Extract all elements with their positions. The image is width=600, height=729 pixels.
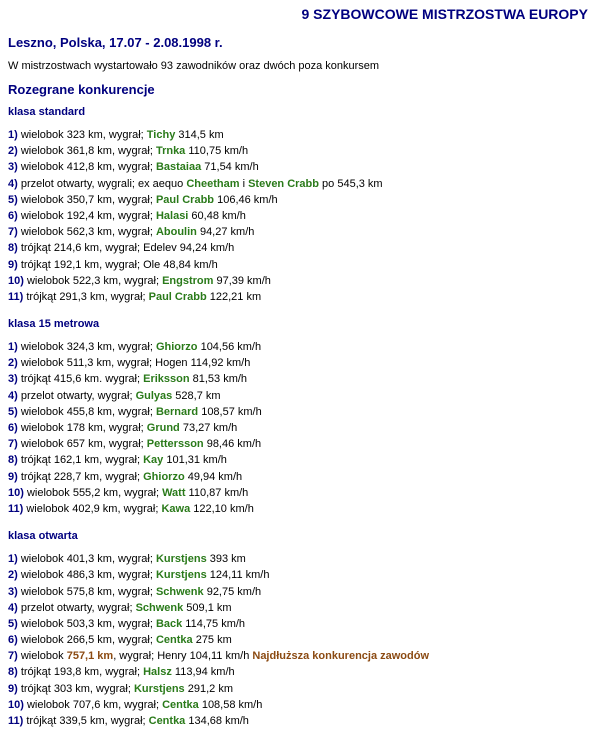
page-title: 9 SZYBOWCOWE MISTRZOSTWA EUROPY bbox=[301, 6, 588, 22]
winner-name: Kay bbox=[143, 454, 164, 467]
winner-name: Steven Crabb bbox=[248, 177, 319, 190]
competition-result: 134,68 km/h bbox=[185, 715, 249, 727]
competition-item bbox=[8, 339, 594, 355]
competition-text: wielobok 402,9 km, wygrał; bbox=[23, 502, 162, 515]
competition-text: trójkąt 193,8 km, wygrał; bbox=[17, 666, 144, 679]
competition-item bbox=[8, 208, 594, 224]
competition-item bbox=[8, 371, 594, 387]
winner-name: Paul Crabb bbox=[148, 290, 207, 303]
competition-item bbox=[8, 240, 594, 256]
competition-number: 8) bbox=[8, 454, 18, 467]
competition-number: 3) bbox=[8, 585, 18, 598]
competition-number: 10) bbox=[8, 486, 24, 499]
competition-number: 1) bbox=[8, 341, 18, 354]
highlight-distance: 757,1 km bbox=[66, 650, 114, 663]
winner-name: Schwenk bbox=[135, 601, 184, 614]
competition-result: 92,75 km/h bbox=[203, 585, 262, 598]
competition-number: 4) bbox=[8, 177, 18, 190]
competition-item bbox=[8, 664, 594, 680]
competition-number: 7) bbox=[8, 650, 18, 663]
competition-result: 98,46 km/h bbox=[203, 438, 262, 451]
competition-text: wielobok 522,3 km, wygrał; bbox=[23, 274, 163, 287]
competition-number: 9) bbox=[8, 470, 18, 483]
competition-number: 4) bbox=[8, 601, 18, 614]
competition-item bbox=[8, 289, 594, 305]
winner-name: Centka bbox=[148, 715, 186, 727]
competition-text: wielobok 412,8 km, wygrał; bbox=[17, 161, 156, 174]
competition-number: 11) bbox=[8, 502, 24, 515]
competition-number: 11) bbox=[8, 290, 24, 303]
competition-number: 1) bbox=[8, 129, 18, 141]
winner-name: Kurstjens bbox=[155, 569, 207, 582]
winner-name: Back bbox=[155, 617, 183, 630]
competition-text: trójkąt 415,6 km. wygrał; bbox=[17, 373, 144, 386]
winner-name: Pettersson bbox=[146, 438, 204, 451]
competition-number: 2) bbox=[8, 145, 18, 158]
competition-text: wielobok 455,8 km, wygrał; bbox=[17, 405, 156, 418]
competition-text: wielobok 401,3 km, wygrał; bbox=[17, 553, 156, 566]
competition-list bbox=[8, 339, 594, 517]
competition-result: 49,94 km/h bbox=[184, 470, 243, 483]
competition-item bbox=[8, 224, 594, 240]
competition-number: 8) bbox=[8, 666, 18, 679]
competition-item bbox=[8, 143, 594, 159]
competition-number: 3) bbox=[8, 373, 18, 386]
competition-text: wielobok 657 km, wygrał; bbox=[17, 438, 147, 451]
competition-text: trójkąt 214,6 km, wygrał; Edelev 94,24 km/h bbox=[17, 242, 235, 255]
competition-number: 10) bbox=[8, 274, 24, 287]
competition-text: trójkąt 291,3 km, wygrał; bbox=[23, 290, 149, 303]
competition-number: 11) bbox=[8, 715, 24, 727]
winner-name: Grund bbox=[146, 422, 180, 434]
competition-number: 2) bbox=[8, 357, 18, 370]
winner-name: Eriksson bbox=[143, 373, 190, 386]
competition-text: wielobok 555,2 km, wygrał; bbox=[23, 486, 163, 499]
winner-name: Centka bbox=[162, 698, 199, 711]
competition-item bbox=[8, 388, 594, 404]
competition-item bbox=[8, 452, 594, 468]
competition-result: 114,75 km/h bbox=[182, 617, 246, 630]
winner-name: Kawa bbox=[161, 502, 191, 515]
winner-name: Centka bbox=[155, 634, 193, 647]
competition-text: trójkąt 162,1 km, wygrał; bbox=[17, 454, 144, 467]
competition-number: 5) bbox=[8, 193, 18, 206]
class-title: klasa standard bbox=[8, 106, 86, 118]
competition-item bbox=[8, 404, 594, 420]
competition-number: 9) bbox=[8, 258, 18, 271]
competition-result: 108,57 km/h bbox=[198, 405, 262, 418]
competition-result: 101,31 km/h bbox=[163, 454, 227, 467]
competition-number: 7) bbox=[8, 438, 18, 451]
classes-container bbox=[8, 103, 594, 729]
competition-result: 509,1 km bbox=[183, 601, 232, 614]
competition-item bbox=[8, 600, 594, 616]
competition-item bbox=[8, 420, 594, 436]
intro-text: W mistrzostwach wystartowało 93 zawodników oraz dwóch poza konkursem bbox=[8, 60, 380, 72]
competition-item bbox=[8, 713, 594, 729]
competition-text: wielobok 324,3 km, wygrał; bbox=[17, 341, 156, 354]
competition-number: 6) bbox=[8, 634, 18, 647]
winner-name: Gulyas bbox=[135, 389, 173, 402]
competition-list bbox=[8, 551, 594, 729]
competition-result: po 545,3 km bbox=[319, 177, 383, 190]
competition-number: 8) bbox=[8, 242, 18, 255]
competition-item bbox=[8, 485, 594, 501]
class-title: klasa 15 metrowa bbox=[8, 318, 100, 331]
winner-name: Kurstjens bbox=[133, 682, 185, 695]
winner-name: Ghiorzo bbox=[143, 470, 185, 483]
competition-item bbox=[8, 436, 594, 452]
winner-name: Schwenk bbox=[155, 585, 204, 598]
competition-result: 314,5 km bbox=[175, 129, 224, 141]
winner-name: Aboulin bbox=[155, 226, 197, 239]
competition-text: wielobok 503,3 km, wygrał; bbox=[17, 617, 156, 630]
competition-text: wielobok 575,8 km, wygrał; bbox=[17, 585, 156, 598]
section-title: Rozegrane konkurencje bbox=[8, 82, 155, 97]
competition-result: 122,21 km bbox=[206, 290, 262, 303]
competition-text: wielobok bbox=[17, 650, 67, 663]
competition-number: 5) bbox=[8, 617, 18, 630]
competition-result: 291,2 km bbox=[184, 682, 233, 695]
competition-item bbox=[8, 159, 594, 175]
winner-name: Halasi bbox=[155, 209, 189, 222]
competition-result: 393 km bbox=[206, 553, 246, 566]
competition-result: 94,27 km/h bbox=[196, 226, 255, 239]
winner-name: Ghiorzo bbox=[155, 341, 198, 354]
competition-result: 97,39 km/h bbox=[213, 274, 271, 287]
competition-item bbox=[8, 257, 594, 273]
competition-text: przelot otwarty, wygrał; bbox=[17, 389, 136, 402]
competition-result: 73,27 km/h bbox=[179, 422, 238, 434]
competition-result: 124,11 km/h bbox=[206, 569, 270, 582]
competition-result: 71,54 km/h bbox=[201, 161, 259, 174]
competition-text: przelot otwarty, wygrali; ex aequo bbox=[17, 177, 187, 190]
competition-text: trójkąt 339,5 km, wygrał; bbox=[23, 715, 149, 727]
competition-number: 6) bbox=[8, 422, 18, 434]
competition-text: wielobok 707,6 km, wygrał; bbox=[23, 698, 163, 711]
competition-number: 3) bbox=[8, 161, 18, 174]
winner-name: Trnka bbox=[155, 145, 186, 158]
competition-item bbox=[8, 501, 594, 517]
competition-item bbox=[8, 681, 594, 697]
competition-text: wielobok 511,3 km, wygrał; Hogen 114,92 km/h bbox=[17, 357, 251, 370]
competition-text: wielobok 361,8 km, wygrał; bbox=[17, 145, 156, 158]
competition-number: 10) bbox=[8, 698, 24, 711]
winner-name: Bastaiaa bbox=[155, 161, 202, 174]
competition-number: 2) bbox=[8, 569, 18, 582]
winner-name: Paul Crabb bbox=[155, 193, 215, 206]
competition-number: 5) bbox=[8, 405, 18, 418]
competition-item bbox=[8, 648, 594, 664]
competition-text: i bbox=[239, 177, 249, 190]
competition-item bbox=[8, 616, 594, 632]
competition-text: przelot otwarty, wygrał; bbox=[17, 601, 136, 614]
competition-result: 106,46 km/h bbox=[214, 193, 278, 206]
competition-item bbox=[8, 567, 594, 583]
winner-name: Tichy bbox=[146, 129, 176, 141]
competition-item bbox=[8, 273, 594, 289]
competition-number: 9) bbox=[8, 682, 18, 695]
competition-item bbox=[8, 697, 594, 713]
competition-number: 6) bbox=[8, 209, 18, 222]
competition-text: trójkąt 228,7 km, wygrał; bbox=[17, 470, 144, 483]
competition-result: 60,48 km/h bbox=[188, 209, 246, 222]
competition-text: trójkąt 303 km, wygrał; bbox=[17, 682, 134, 695]
competition-result: 275 km bbox=[192, 634, 232, 647]
competition-result: 122,10 km/h bbox=[190, 502, 254, 515]
winner-name: Bernard bbox=[155, 405, 199, 418]
competition-text: trójkąt 192,1 km, wygrał; Ole 48,84 km/h bbox=[17, 258, 218, 271]
competition-number: 1) bbox=[8, 553, 18, 566]
competition-text: wielobok 266,5 km, wygrał; bbox=[17, 634, 156, 647]
competition-number: 4) bbox=[8, 389, 18, 402]
winner-name: Watt bbox=[162, 486, 186, 499]
winner-name: Cheetham bbox=[186, 177, 240, 190]
competition-item bbox=[8, 551, 594, 567]
competition-item bbox=[8, 192, 594, 208]
competition-text: wielobok 323 km, wygrał; bbox=[17, 129, 147, 141]
competition-result: 81,53 km/h bbox=[189, 373, 248, 386]
competition-list bbox=[8, 127, 594, 305]
competition-item bbox=[8, 469, 594, 485]
competition-result: 108,58 km/h bbox=[198, 698, 263, 711]
winner-name: Kurstjens bbox=[155, 553, 207, 566]
competition-item bbox=[8, 355, 594, 371]
competition-text: wielobok 350,7 km, wygrał; bbox=[17, 193, 156, 206]
highlight-note: Najdłuższa konkurencja zawodów bbox=[252, 650, 430, 663]
event-subtitle: Leszno, Polska, 17.07 - 2.08.1998 r. bbox=[8, 35, 223, 50]
winner-name: Engstrom bbox=[162, 274, 214, 287]
competition-result: 110,75 km/h bbox=[185, 145, 249, 158]
competition-result: 104,56 km/h bbox=[197, 341, 262, 354]
competition-text: wielobok 486,3 km, wygrał; bbox=[17, 569, 156, 582]
competition-item bbox=[8, 584, 594, 600]
class-title: klasa otwarta bbox=[8, 530, 78, 543]
competition-number: 7) bbox=[8, 226, 18, 239]
competition-result: 528,7 km bbox=[172, 389, 221, 402]
competition-result: 113,94 km/h bbox=[171, 666, 235, 679]
competition-text: , wygrał; Henry 104,11 km/h bbox=[113, 650, 253, 663]
winner-name: Halsz bbox=[143, 666, 172, 679]
competition-text: wielobok 562,3 km, wygrał; bbox=[17, 226, 156, 239]
competition-text: wielobok 192,4 km, wygrał; bbox=[17, 209, 156, 222]
competition-item bbox=[8, 127, 594, 143]
competition-item bbox=[8, 632, 594, 648]
competition-result: 110,87 km/h bbox=[185, 486, 249, 499]
competition-item bbox=[8, 176, 594, 192]
competition-text: wielobok 178 km, wygrał; bbox=[17, 422, 147, 434]
